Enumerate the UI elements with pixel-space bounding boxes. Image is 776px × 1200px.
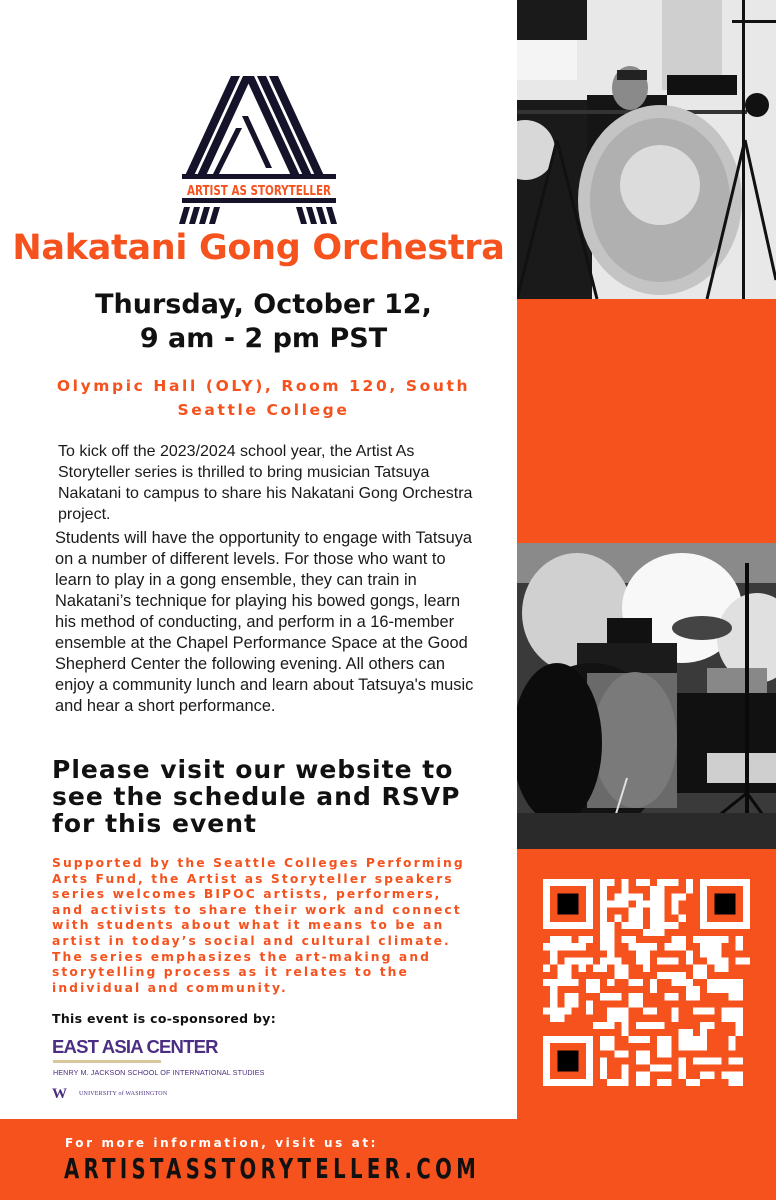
gold-divider (53, 1060, 161, 1063)
logo-text: ARTIST AS STORYTELLER (187, 183, 332, 199)
event-location-line2: Seattle College (177, 401, 350, 419)
east-asia-center-logo: EAST ASIA CENTER (52, 1036, 218, 1057)
qr-code[interactable] (543, 879, 750, 1086)
striped-letter-a-icon (179, 76, 337, 224)
uw-w-logo-icon: W (52, 1086, 67, 1102)
event-date-time (0, 288, 527, 356)
jackson-school-name: HENRY M. JACKSON SCHOOL OF INTERNATIONAL STUDIES (53, 1068, 265, 1077)
event-time: 9 am - 2 pm PST (139, 323, 388, 354)
artist-as-storyteller-logo (176, 76, 342, 226)
details-paragraph: Students will have the opportunity to engage with Tatsuya on a number of different levels. For those who want to learn to play in a gong ensemble, they can train in Nakatani’s technique for playing his bowed gongs, learn his method of conducting, and perform in a 16-member ensemble at the Chapel Performance Space at the Good Shepherd Center the following evening. All others can enjoy a community lunch and learn about Tatsuya's music and hear a short performance. (55, 529, 474, 715)
event-title: Nakatani Gong Orchestra (12, 228, 505, 268)
rsvp-call-to-action: Please visit our website to see the schedule and RSVP for this event (52, 755, 461, 838)
event-location-line1: Olympic Hall (OLY), Room 120, South (56, 377, 471, 395)
musician-with-large-gong-photo (517, 0, 776, 299)
drum-kit-and-gongs-photo (517, 543, 776, 849)
footer-label: For more information, visit us at: (65, 1136, 379, 1150)
uw-wordmark: UNIVERSITY of WASHINGTON (79, 1091, 168, 1097)
intro-paragraph: To kick off the 2023/2024 school year, the Artist As Storyteller series is thrilled to bring musician Tatsuya Nakatani to campus to share his Nakatani Gong Orchestra project. (58, 443, 473, 523)
support-paragraph: Supported by the Seattle Colleges Performing Arts Fund, the Artist as Storyteller speakers series welcomes BIPOC artists, performers, and activists to share their work and connect with students about what it means to be an artist in today’s social and cultural climate. The series emphasizes the art-making and storytelling process as it relates to the individual and community. (52, 856, 465, 995)
event-location (40, 374, 487, 422)
event-date: Thursday, October 12, (95, 289, 432, 320)
website-link[interactable]: ARTISTASSTORYTELLER.COM (64, 1152, 481, 1185)
cosponsor-label: This event is co-sponsored by: (52, 1011, 277, 1026)
